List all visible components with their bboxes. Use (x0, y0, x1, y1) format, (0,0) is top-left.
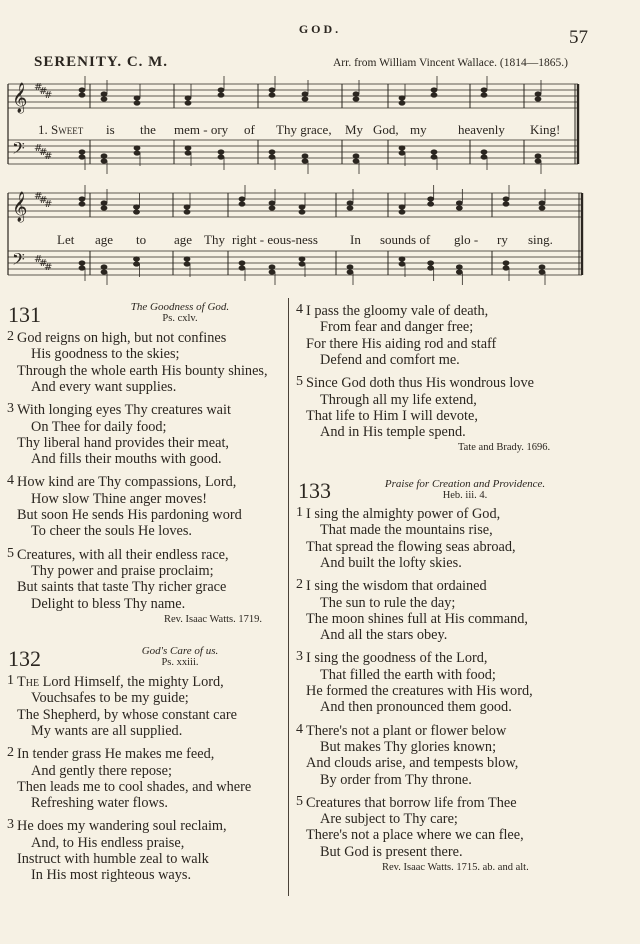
svg-text:#: # (39, 147, 48, 158)
svg-text:#: # (44, 151, 53, 162)
verse-line: From fear and danger free; (320, 319, 474, 336)
verse-line: Creatures, with all their endless race, (17, 546, 229, 563)
note-head (431, 87, 438, 92)
verse-line: Through all my life extend, (320, 391, 477, 408)
note-head (218, 87, 225, 92)
verse-line: God reigns on high, but not confines (17, 330, 227, 346)
note-head (299, 204, 306, 209)
lyric-word: 1. Sweet (38, 122, 84, 137)
verse-line: That life to Him I will devote, (306, 407, 478, 424)
lyric-word: In (350, 232, 361, 247)
lyric-word: My (345, 122, 364, 137)
verse-line: And, to His endless praise, (31, 834, 185, 851)
verse-line: Then leads me to cool shades, and where (17, 778, 252, 795)
verse-line: How slow Thine anger moves! (31, 490, 208, 507)
verse-number: 5 (296, 374, 303, 390)
system1-bass-clef: 𝄢 (12, 138, 25, 162)
hymn-scripture-ref: Ps. xxiii. (161, 657, 199, 668)
note-head (481, 87, 488, 92)
note-head (184, 204, 191, 209)
verse-line: But makes Thy glories known; (320, 738, 497, 755)
verse-number: 4 (296, 302, 303, 317)
verse-line: And clouds arise, and tempests blow, (306, 755, 519, 772)
verse-number: 5 (296, 793, 303, 809)
lyric-word: is (106, 122, 115, 137)
verse-line: I sing the goodness of the Lord, (306, 650, 488, 667)
verse-number: 5 (7, 545, 14, 561)
svg-text:#: # (39, 258, 48, 269)
verse-line: Thy liberal hand provides their meat, (17, 434, 230, 451)
verse-line: My wants are all supplied. (31, 722, 183, 739)
hymn-number: 131 (8, 302, 41, 327)
svg-text:#: # (34, 82, 43, 93)
note-head (185, 95, 192, 100)
verse-line: To cheer the souls He loves. (31, 523, 192, 540)
lyric-word: right - eous-ness (232, 232, 318, 247)
hymn-title: God's Care of us. (141, 645, 219, 657)
verse-line: Creatures that borrow life from Thee (306, 794, 517, 811)
note-head (535, 91, 542, 96)
verse-line: And built the lofty skies. (320, 554, 462, 571)
verse-line: Thy power and praise proclaim; (31, 562, 214, 579)
verse-number: 3 (7, 401, 14, 417)
verse-number: 3 (7, 817, 14, 833)
note-head (133, 204, 140, 209)
verse-line: Defend and comfort me. (320, 351, 460, 368)
verse-line: In tender grass He makes me feed, (17, 746, 215, 763)
verse-line: That filled the earth with food; (320, 666, 496, 683)
verse-line: I sing the wisdom that ordained (306, 578, 487, 595)
lyric-word: sounds of (380, 232, 431, 247)
svg-text:#: # (44, 90, 53, 101)
system2-treble-clef: 𝄞 (12, 192, 28, 222)
note-head (239, 196, 246, 201)
verse-line: Refreshing water flows. (31, 795, 168, 812)
verse-line: How kind are Thy compassions, Lord, (17, 474, 237, 491)
lyric-word: Thy grace, (276, 122, 332, 137)
note-head (269, 87, 276, 92)
hymn-title: Praise for Creation and Providence. (384, 478, 546, 490)
lyric-word: of (244, 122, 255, 137)
note-head (134, 95, 141, 100)
verse-number: 4 (296, 721, 303, 737)
lyric-word: Thy (204, 232, 225, 247)
verse-line: Are subject to Thy care; (320, 811, 458, 828)
note-head (353, 91, 360, 96)
verse-line: The moon shines full at His command, (306, 610, 528, 627)
page-number: 57 (569, 27, 588, 48)
hymn-scripture-ref: Heb. iii. 4. (442, 490, 488, 501)
svg-text:#: # (34, 254, 43, 265)
verse-line: There's not a place where we can flee, (306, 827, 524, 844)
lyric-word: the (140, 122, 156, 137)
verse-line: I pass the gloomy vale of death, (306, 303, 489, 319)
lyric-word: my (410, 122, 427, 137)
lyric-word: heavenly (458, 122, 505, 137)
verse-line: Delight to bless Thy name. (31, 595, 186, 612)
verse-line: But saints that taste Thy richer grace (17, 579, 227, 596)
verse-line: And all the stars obey. (320, 627, 448, 644)
svg-text:#: # (39, 195, 48, 206)
note-head (399, 204, 406, 209)
hymn-title: The Goodness of God. (130, 301, 230, 313)
note-head (101, 91, 108, 96)
verse-line: And gently there repose; (31, 762, 172, 779)
note-head (269, 200, 276, 205)
verse-line: His goodness to the skies; (31, 346, 180, 363)
verse-line: I sing the almighty power of God, (306, 506, 501, 522)
verse-line: With longing eyes Thy creatures wait (17, 402, 231, 419)
running-title: GOD. (298, 22, 342, 36)
verse-line: Since God doth thus His wondrous love (306, 375, 534, 392)
verse-number: 1 (7, 673, 14, 688)
verse-line: He formed the creatures with His word, (306, 683, 533, 699)
lyric-word: sing. (528, 232, 553, 247)
verse-number: 2 (296, 577, 303, 593)
verse-line: Through the whole earth His bounty shines, (17, 362, 268, 379)
system2-bass-clef: 𝄢 (12, 249, 25, 273)
verse-line: The Shepherd, by whose constant care (17, 706, 237, 723)
lyric-word: Let (57, 232, 75, 247)
note-head (302, 91, 309, 96)
hymn-attribution: Rev. Isaac Watts. 1715. ab. and alt. (382, 862, 529, 873)
lyric-word: ry (497, 232, 508, 247)
verse-line: Instruct with humble zeal to walk (17, 851, 209, 867)
note-head (427, 196, 434, 201)
svg-text:#: # (34, 191, 43, 202)
lyric-word: King! (530, 122, 561, 137)
verse-line: That made the mountains rise, (320, 522, 493, 539)
verse-line: On Thee for daily food; (31, 418, 167, 435)
verse-line: He does my wandering soul reclaim, (17, 818, 227, 835)
lyric-word: mem - ory (174, 122, 229, 137)
hymn-attribution: Rev. Isaac Watts. 1719. (164, 613, 263, 625)
verse-line: For there His aiding rod and staff (306, 335, 497, 352)
note-head (503, 196, 510, 201)
system1-treble-clef: 𝄞 (12, 83, 28, 113)
verse-line: That spread the flowing seas abroad, (306, 538, 516, 555)
column-divider (288, 298, 289, 896)
verse-line: And every want supplies. (31, 378, 177, 395)
verse-line: But God is present there. (320, 843, 463, 860)
note-head (539, 200, 546, 205)
verse-line: And in His temple spend. (320, 424, 466, 441)
note-head (79, 196, 86, 201)
note-head (456, 200, 463, 205)
verse-line: And fills their mouths with good. (31, 451, 222, 468)
verse-line: The Lord Himself, the mighty Lord, (17, 674, 224, 690)
music-score (0, 0, 640, 300)
verse-number: 4 (7, 473, 14, 489)
note-head (101, 200, 108, 205)
verse-line: The sun to rule the day; (320, 594, 456, 611)
lyric-word: God, (373, 122, 399, 137)
note-head (399, 95, 406, 100)
hymn-number: 132 (8, 646, 41, 671)
verse-number: 3 (296, 649, 303, 665)
tune-name: SERENITY. C. M. (34, 54, 169, 70)
hymn-number: 133 (298, 478, 331, 503)
verse-line: But soon He sends His pardoning word (17, 507, 242, 523)
verse-line: In His most righteous ways. (31, 867, 192, 884)
tune-arranger: Arr. from William Vincent Wallace. (1814—1865.) (333, 57, 568, 69)
lyric-word: glo - (454, 232, 479, 247)
svg-text:#: # (44, 262, 53, 273)
verse-number: 2 (7, 329, 14, 344)
lyric-word: to (136, 232, 147, 247)
verse-number: 2 (7, 745, 14, 761)
lyric-word: age (95, 232, 114, 247)
svg-text:#: # (39, 86, 48, 97)
verse-line: By order from Thy throne. (320, 771, 472, 788)
lyric-word: age (174, 232, 193, 247)
verse-line: And then pronounced them good. (320, 699, 512, 716)
hymn-scripture-ref: Ps. cxlv. (162, 313, 198, 324)
hymn-attribution: Tate and Brady. 1696. (458, 442, 551, 454)
svg-text:#: # (44, 199, 53, 210)
note-head (347, 200, 354, 205)
verse-line: There's not a plant or flower below (306, 722, 507, 739)
verse-number: 1 (296, 505, 303, 520)
svg-text:#: # (34, 143, 43, 154)
note-head (79, 87, 86, 92)
verse-line: Vouchsafes to be my guide; (31, 690, 189, 707)
